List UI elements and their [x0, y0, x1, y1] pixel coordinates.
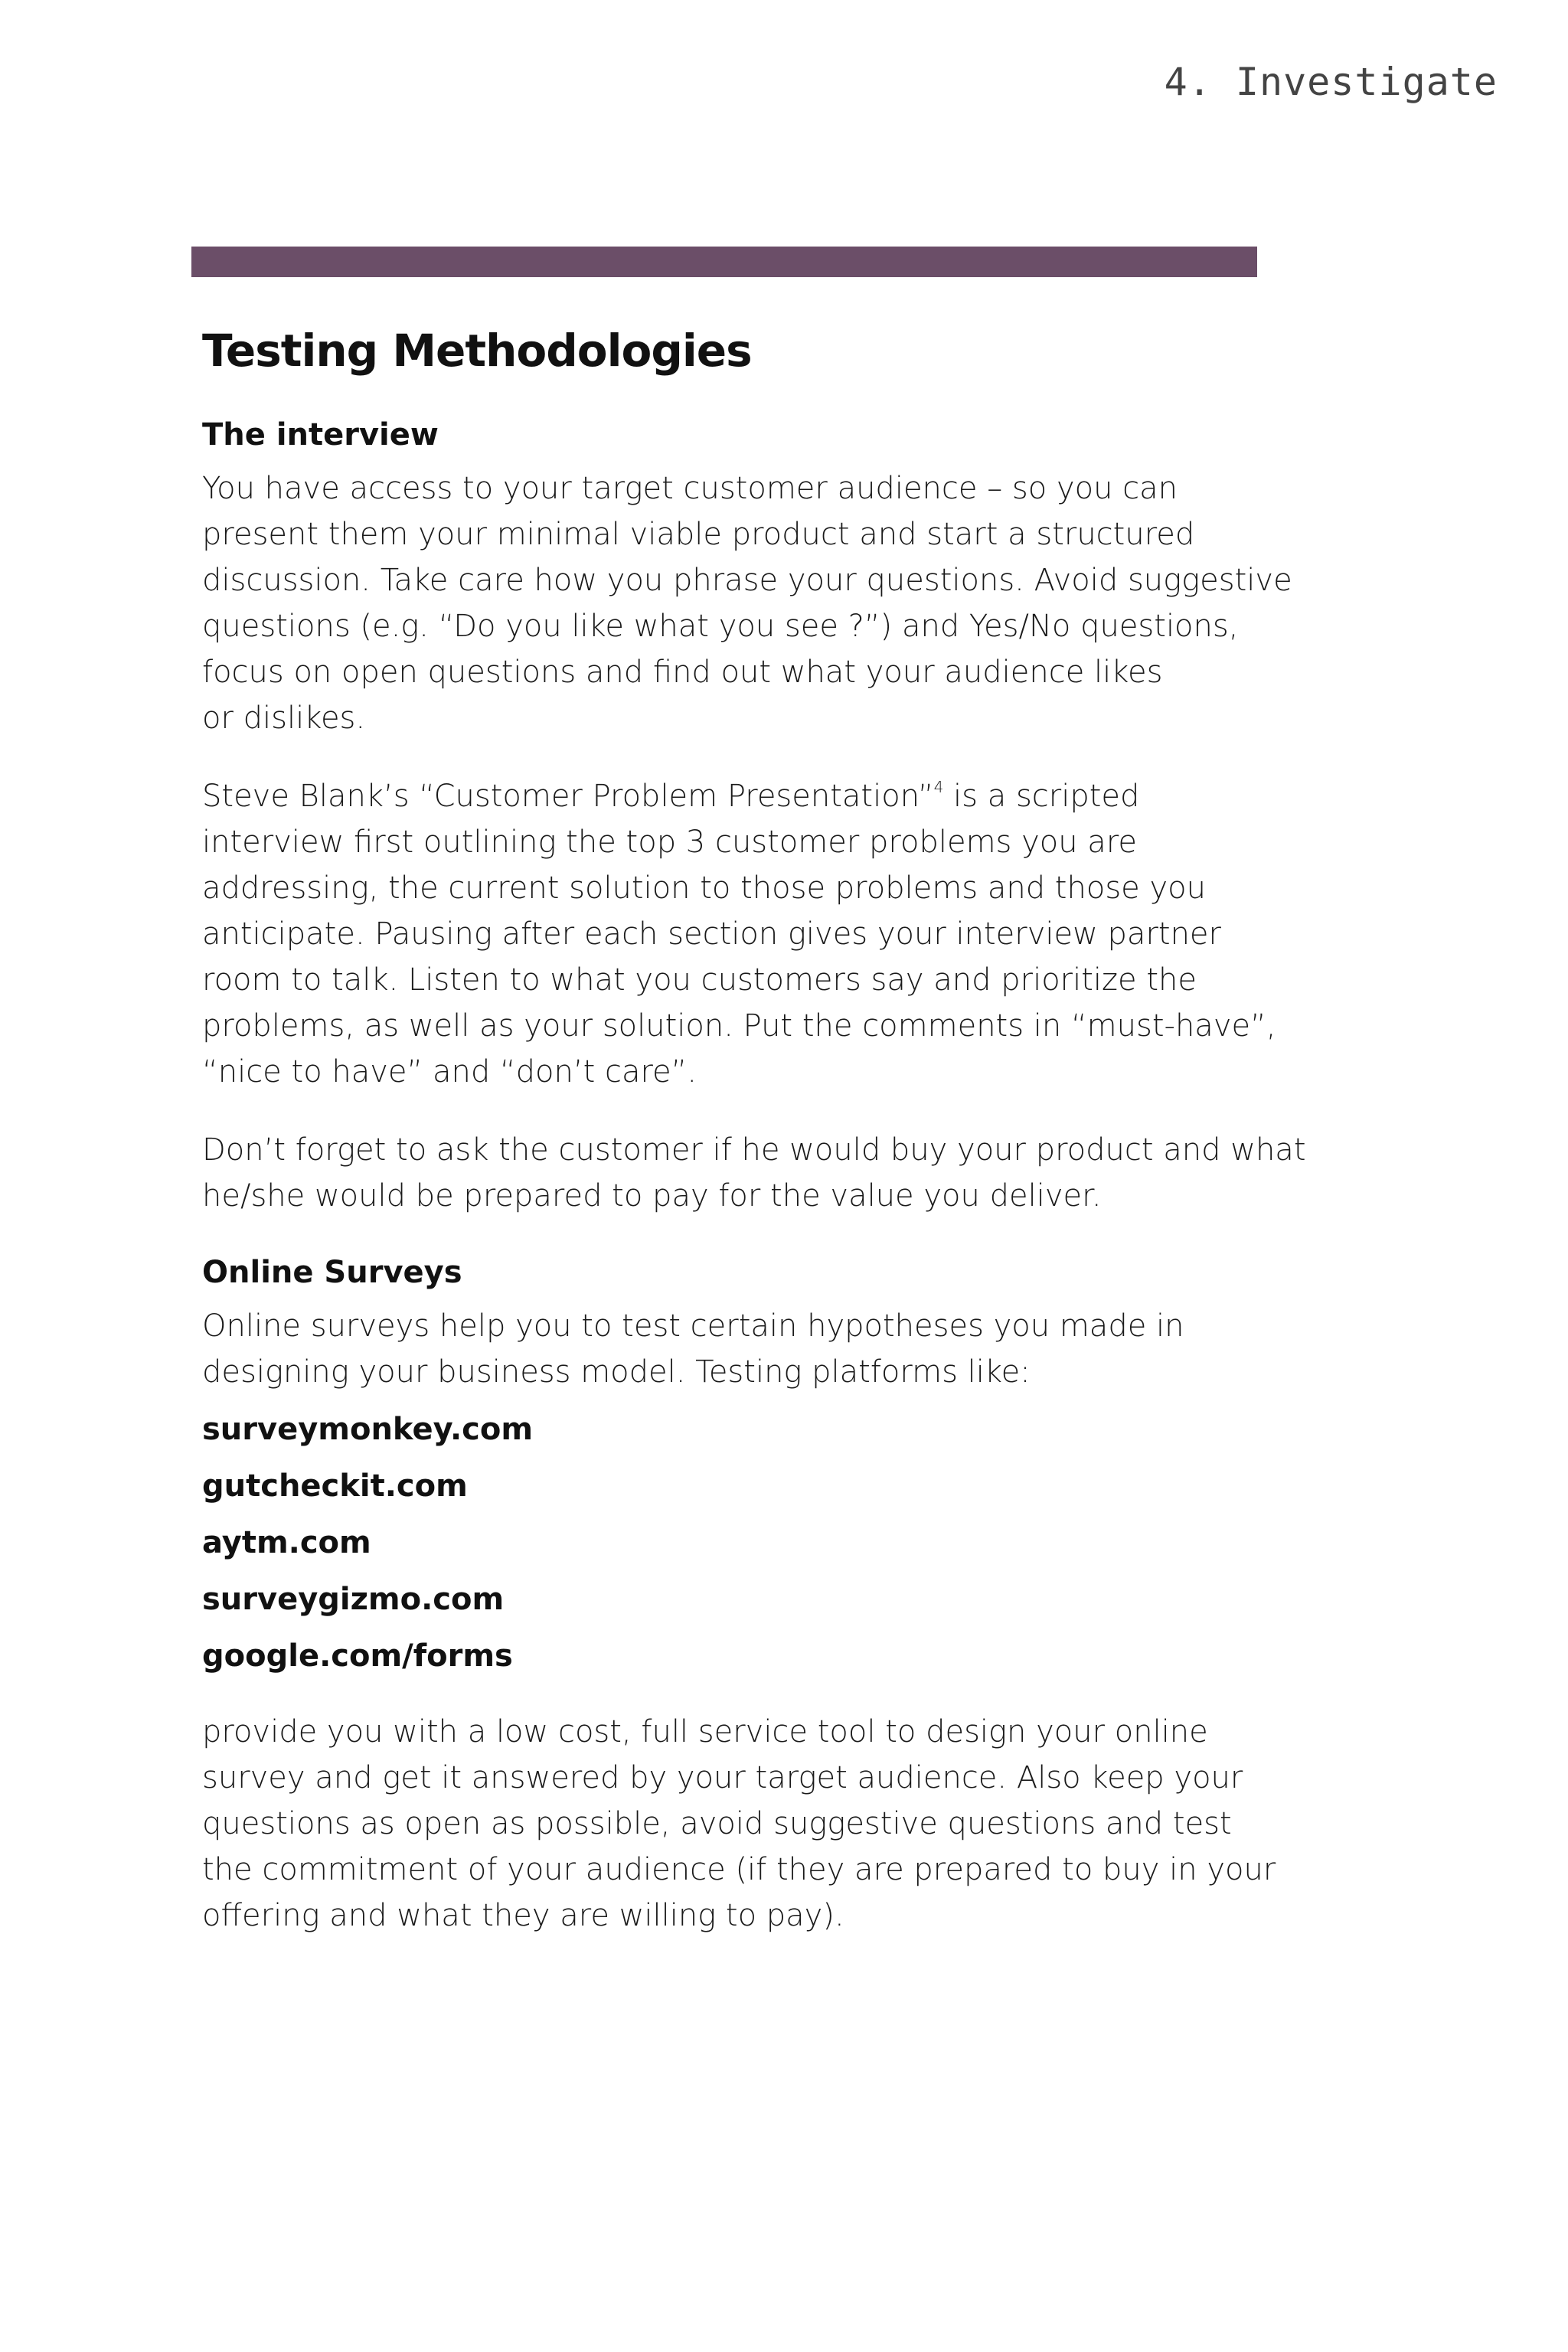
text-line: focus on open questions and find out what your audience likes	[202, 655, 1163, 690]
surveys-paragraph-1	[202, 1303, 1266, 1395]
platform-item: aytm.com	[202, 1525, 371, 1560]
text-line: designing your business model. Testing platforms like:	[202, 1354, 1031, 1390]
platform-item: gutcheckit.com	[202, 1468, 468, 1504]
running-head: 4. Investigate	[1164, 60, 1498, 104]
text-line: offering and what they are willing to pay).	[202, 1898, 844, 1933]
text-line: questions (e.g. “Do you like what you see ?”) and Yes/No questions,	[202, 609, 1239, 644]
text-line: problems, as well as your solution. Put the comments in “must-have”,	[202, 1008, 1276, 1044]
platform-list	[202, 1401, 1266, 1684]
text-line: provide you with a low cost, full service tool to design your online	[202, 1714, 1208, 1749]
text-line: the commitment of your audience (if they are prepared to buy in your	[202, 1852, 1276, 1887]
platform-item: surveygizmo.com	[202, 1582, 505, 1617]
text-line: interview first outlining the top 3 customer problems you are	[202, 825, 1137, 860]
text-line: addressing, the current solution to those problems and those you	[202, 871, 1206, 906]
text-line: “nice to have” and “don’t care”.	[202, 1054, 697, 1089]
text-line: Online surveys help you to test certain hypotheses you made in	[202, 1308, 1184, 1344]
text-line: discussion. Take care how you phrase your questions. Avoid suggestive	[202, 563, 1292, 598]
interview-paragraph-3	[202, 1127, 1306, 1219]
section-accent-bar	[191, 247, 1257, 277]
text-line: questions as open as possible, avoid suggestive questions and test	[202, 1806, 1232, 1841]
platform-item: surveymonkey.com	[202, 1412, 534, 1447]
text-fragment: is a scripted	[943, 779, 1140, 814]
interview-paragraph-2	[202, 773, 1276, 1095]
text-line: You have access to your target customer audience – so you can	[202, 471, 1178, 506]
text-line	[202, 773, 1266, 819]
text-line: Don’t forget to ask the customer if he would buy your product and what	[202, 1132, 1306, 1168]
text-line: survey and get it answered by your target audience. Also keep your	[202, 1760, 1243, 1795]
text-fragment: Steve Blank’s “Customer Problem Presentation”	[202, 779, 934, 814]
heading-online-surveys: Online Surveys	[202, 1255, 462, 1290]
text-line: anticipate. Pausing after each section gives your interview partner	[202, 916, 1221, 952]
text-line: or dislikes.	[202, 701, 366, 736]
page-content	[202, 320, 1306, 1939]
text-line: he/she would be prepared to pay for the value you deliver.	[202, 1178, 1102, 1214]
heading-interview: The interview	[202, 417, 439, 452]
interview-paragraph-1	[202, 466, 1292, 741]
page-title: Testing Methodologies	[202, 325, 752, 377]
text-line: present them your minimal viable product and start a structured	[202, 517, 1195, 552]
surveys-paragraph-2	[202, 1709, 1276, 1939]
platform-item: google.com/forms	[202, 1638, 513, 1674]
footnote-marker: 4	[933, 778, 944, 796]
text-line: room to talk. Listen to what you customers say and prioritize the	[202, 962, 1197, 998]
